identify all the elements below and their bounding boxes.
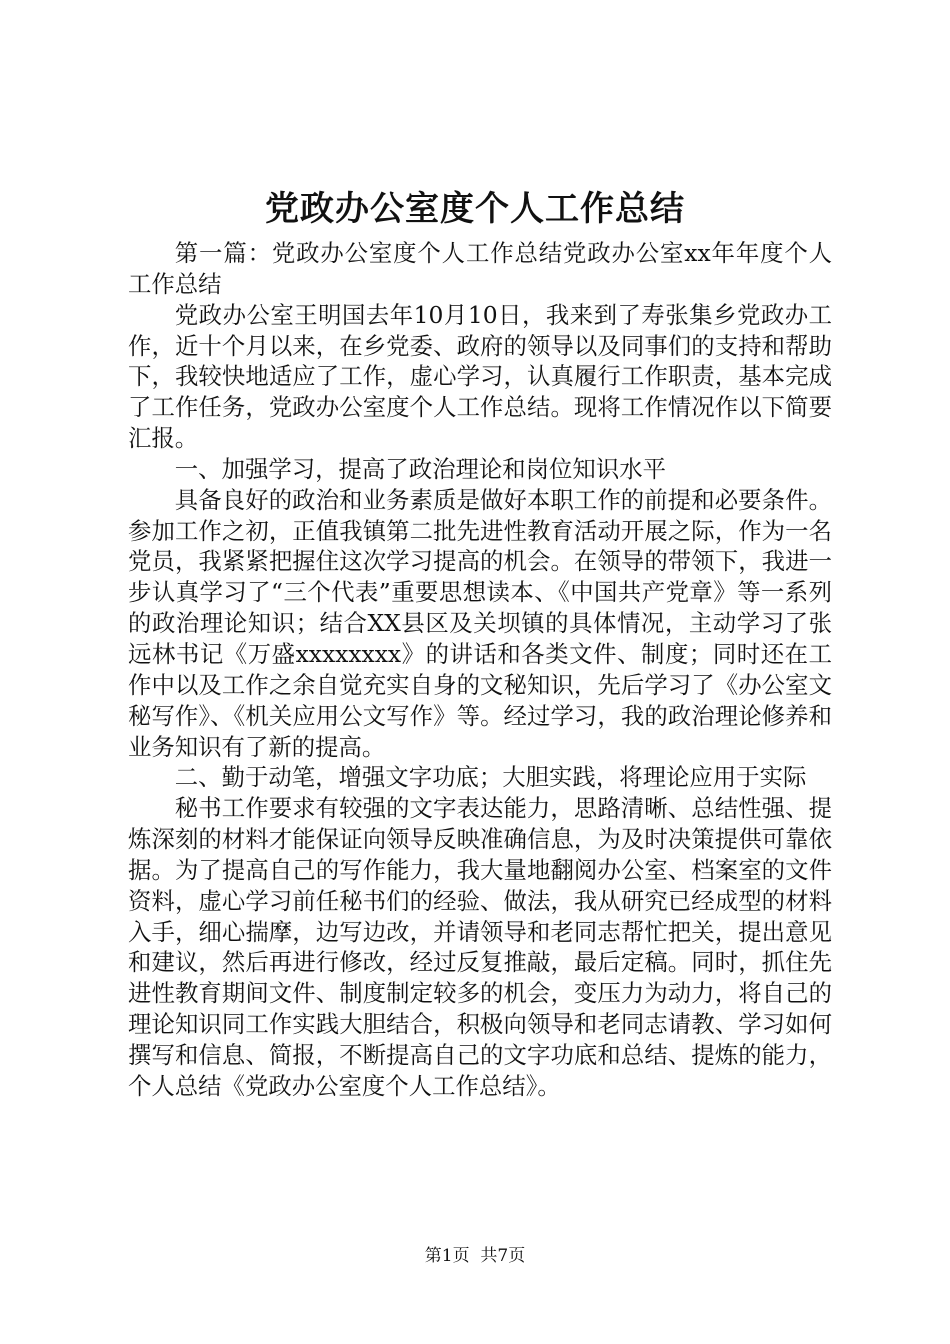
page-footer (0, 1244, 950, 1268)
total-pages: 共7页 (480, 1246, 526, 1266)
page-number: 第1页 (424, 1246, 470, 1266)
footer-separator (470, 1246, 481, 1266)
document-title: 党政办公室度个人工作总结 (265, 189, 685, 229)
paragraph-heading-first-article: 第一篇：党政办公室度个人工作总结党政办公室xx年年度个人工作总结 (128, 239, 832, 298)
paragraph-writing: 秘书工作要求有较强的文字表达能力，思路清晰、总结性强、提炼深刻的材料才能保证向领导反映准确信息，为及时决策提供可靠依据。为了提高自己的写作能力，我大量地翻阅办公室、档案室的文件资料，虚心学习前任秘书们的经验、做法，我从研究已经成型的材料入手，细心揣摩，边写边改，并请领导和老同志帮忙把关，提出意见和建议，然后再进行修改，经过反复推敲，最后定稿。同时，抓住先进性教育期间文件、制度制定较多的机会，变压力为动力，将自己的理论知识同工作实践大胆结合，积极向领导和老同志请教、学习如何撰写和信息、简报，不断提高自己的文字功底和总结、提炼的能力，个人总结《党政办公室度个人工作总结》。 (128, 794, 832, 1100)
paragraph-study: 具备良好的政治和业务素质是做好本职工作的前提和必要条件。参加工作之初，正值我镇第二批先进性教育活动开展之际，作为一名党员，我紧紧把握住这次学习提高的机会。在领导的带领下，我进一步认真学习了“三个代表”重要思想读本、《中国共产党章》等一系列的政治理论知识；结合XX县区及关坝镇的具体情况，主动学习了张远林书记《万盛xxxxxxxx》的讲话和各类文件、制度；同时还在工作中以及工作之余自觉充实自身的文秘知识，先后学习了《办公室文秘写作》、《机关应用公文写作》等。经过学习，我的政治理论修养和业务知识有了新的提高。 (128, 485, 832, 761)
paragraph-intro: 党政办公室王明国去年10月10日，我来到了寿张集乡党政办工作，近十个月以来，在乡党委、政府的领导以及同事们的支持和帮助下，我较快地适应了工作，虚心学习，认真履行工作职责，基本完成了工作任务，党政办公室度个人工作总结。现将工作情况作以下简要汇报。 (128, 300, 832, 453)
section-heading-writing: 二、勤于动笔，增强文字功底；大胆实践，将理论应用于实际 (174, 763, 807, 792)
section-heading-study: 一、加强学习，提高了政治理论和岗位知识水平 (174, 454, 666, 483)
document-body (128, 238, 832, 1102)
